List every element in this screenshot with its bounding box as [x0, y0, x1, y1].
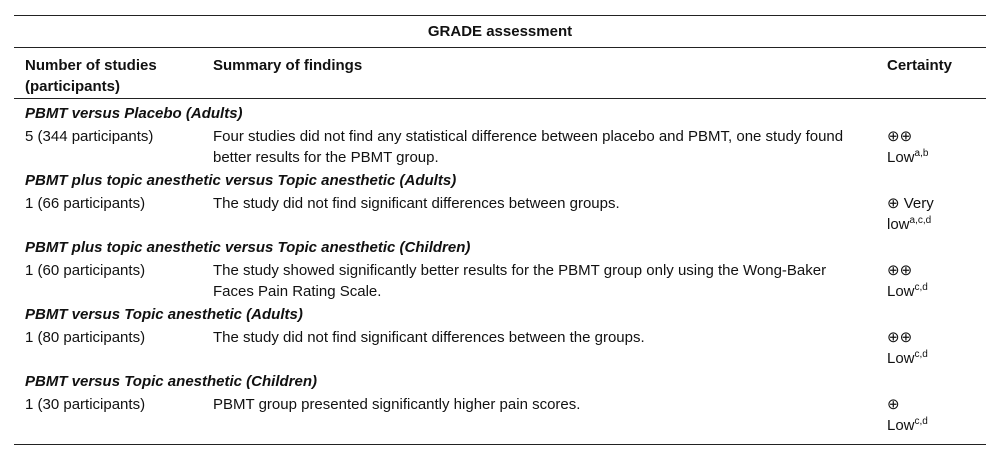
certainty-cell — [887, 327, 982, 369]
certainty-cell — [887, 394, 982, 436]
certainty-label: Low — [887, 350, 915, 367]
header-findings: Summary of findings — [213, 57, 363, 74]
certainty-footnotes: a,b — [914, 148, 929, 159]
studies-cell: 1 (80 participants) — [25, 329, 146, 346]
grade-table — [14, 15, 986, 445]
table-header — [14, 48, 986, 98]
certainty-symbol: ⊕ Very — [887, 195, 934, 212]
certainty-label: low — [887, 216, 910, 233]
certainty-label: Low — [887, 283, 915, 300]
findings-cell: Four studies did not find any statistical difference between placebo and PBMT, one study found better results for the PBMT group. — [213, 128, 844, 166]
certainty-footnotes: c,d — [914, 282, 928, 293]
table-caption: GRADE assessment — [427, 23, 573, 40]
studies-cell: 1 (30 participants) — [25, 396, 146, 413]
studies-cell: 5 (344 participants) — [25, 128, 154, 145]
certainty-symbol: ⊕ — [887, 396, 900, 413]
certainty-label: Low — [887, 417, 915, 434]
certainty-footnotes: c,d — [914, 349, 928, 360]
certainty-cell — [887, 126, 982, 168]
group-title: PBMT plus topic anesthetic versus Topic anesthetic (Children) — [25, 239, 471, 256]
certainty-footnotes: c,d — [914, 416, 928, 427]
findings-cell: PBMT group presented significantly higher pain scores. — [213, 396, 581, 413]
certainty-cell — [887, 193, 982, 235]
certainty-symbol: ⊕⊕ — [887, 262, 913, 279]
group-title: PBMT plus topic anesthetic versus Topic anesthetic (Adults) — [25, 172, 457, 189]
findings-cell: The study did not find significant differences between the groups. — [213, 329, 645, 346]
certainty-symbol: ⊕⊕ — [887, 329, 913, 346]
certainty-footnotes: a,c,d — [909, 215, 932, 226]
certainty-cell — [887, 260, 982, 302]
group-title: PBMT versus Placebo (Adults) — [25, 105, 243, 122]
certainty-symbol: ⊕⊕ — [887, 128, 913, 145]
header-certainty: Certainty — [887, 57, 953, 74]
certainty-label: Low — [887, 149, 915, 166]
group-title: PBMT versus Topic anesthetic (Adults) — [25, 306, 303, 323]
studies-cell: 1 (60 participants) — [25, 262, 146, 279]
header-studies: Number of studies (participants) — [25, 57, 157, 95]
table-body — [14, 99, 986, 444]
findings-cell: The study did not find significant differences between groups. — [213, 195, 620, 212]
findings-cell: The study showed significantly better results for the PBMT group only using the Wong-Baker Faces Pain Rating Scale. — [213, 262, 827, 300]
group-title: PBMT versus Topic anesthetic (Children) — [25, 373, 317, 390]
bottom-rule — [14, 444, 986, 445]
studies-cell: 1 (66 participants) — [25, 195, 146, 212]
